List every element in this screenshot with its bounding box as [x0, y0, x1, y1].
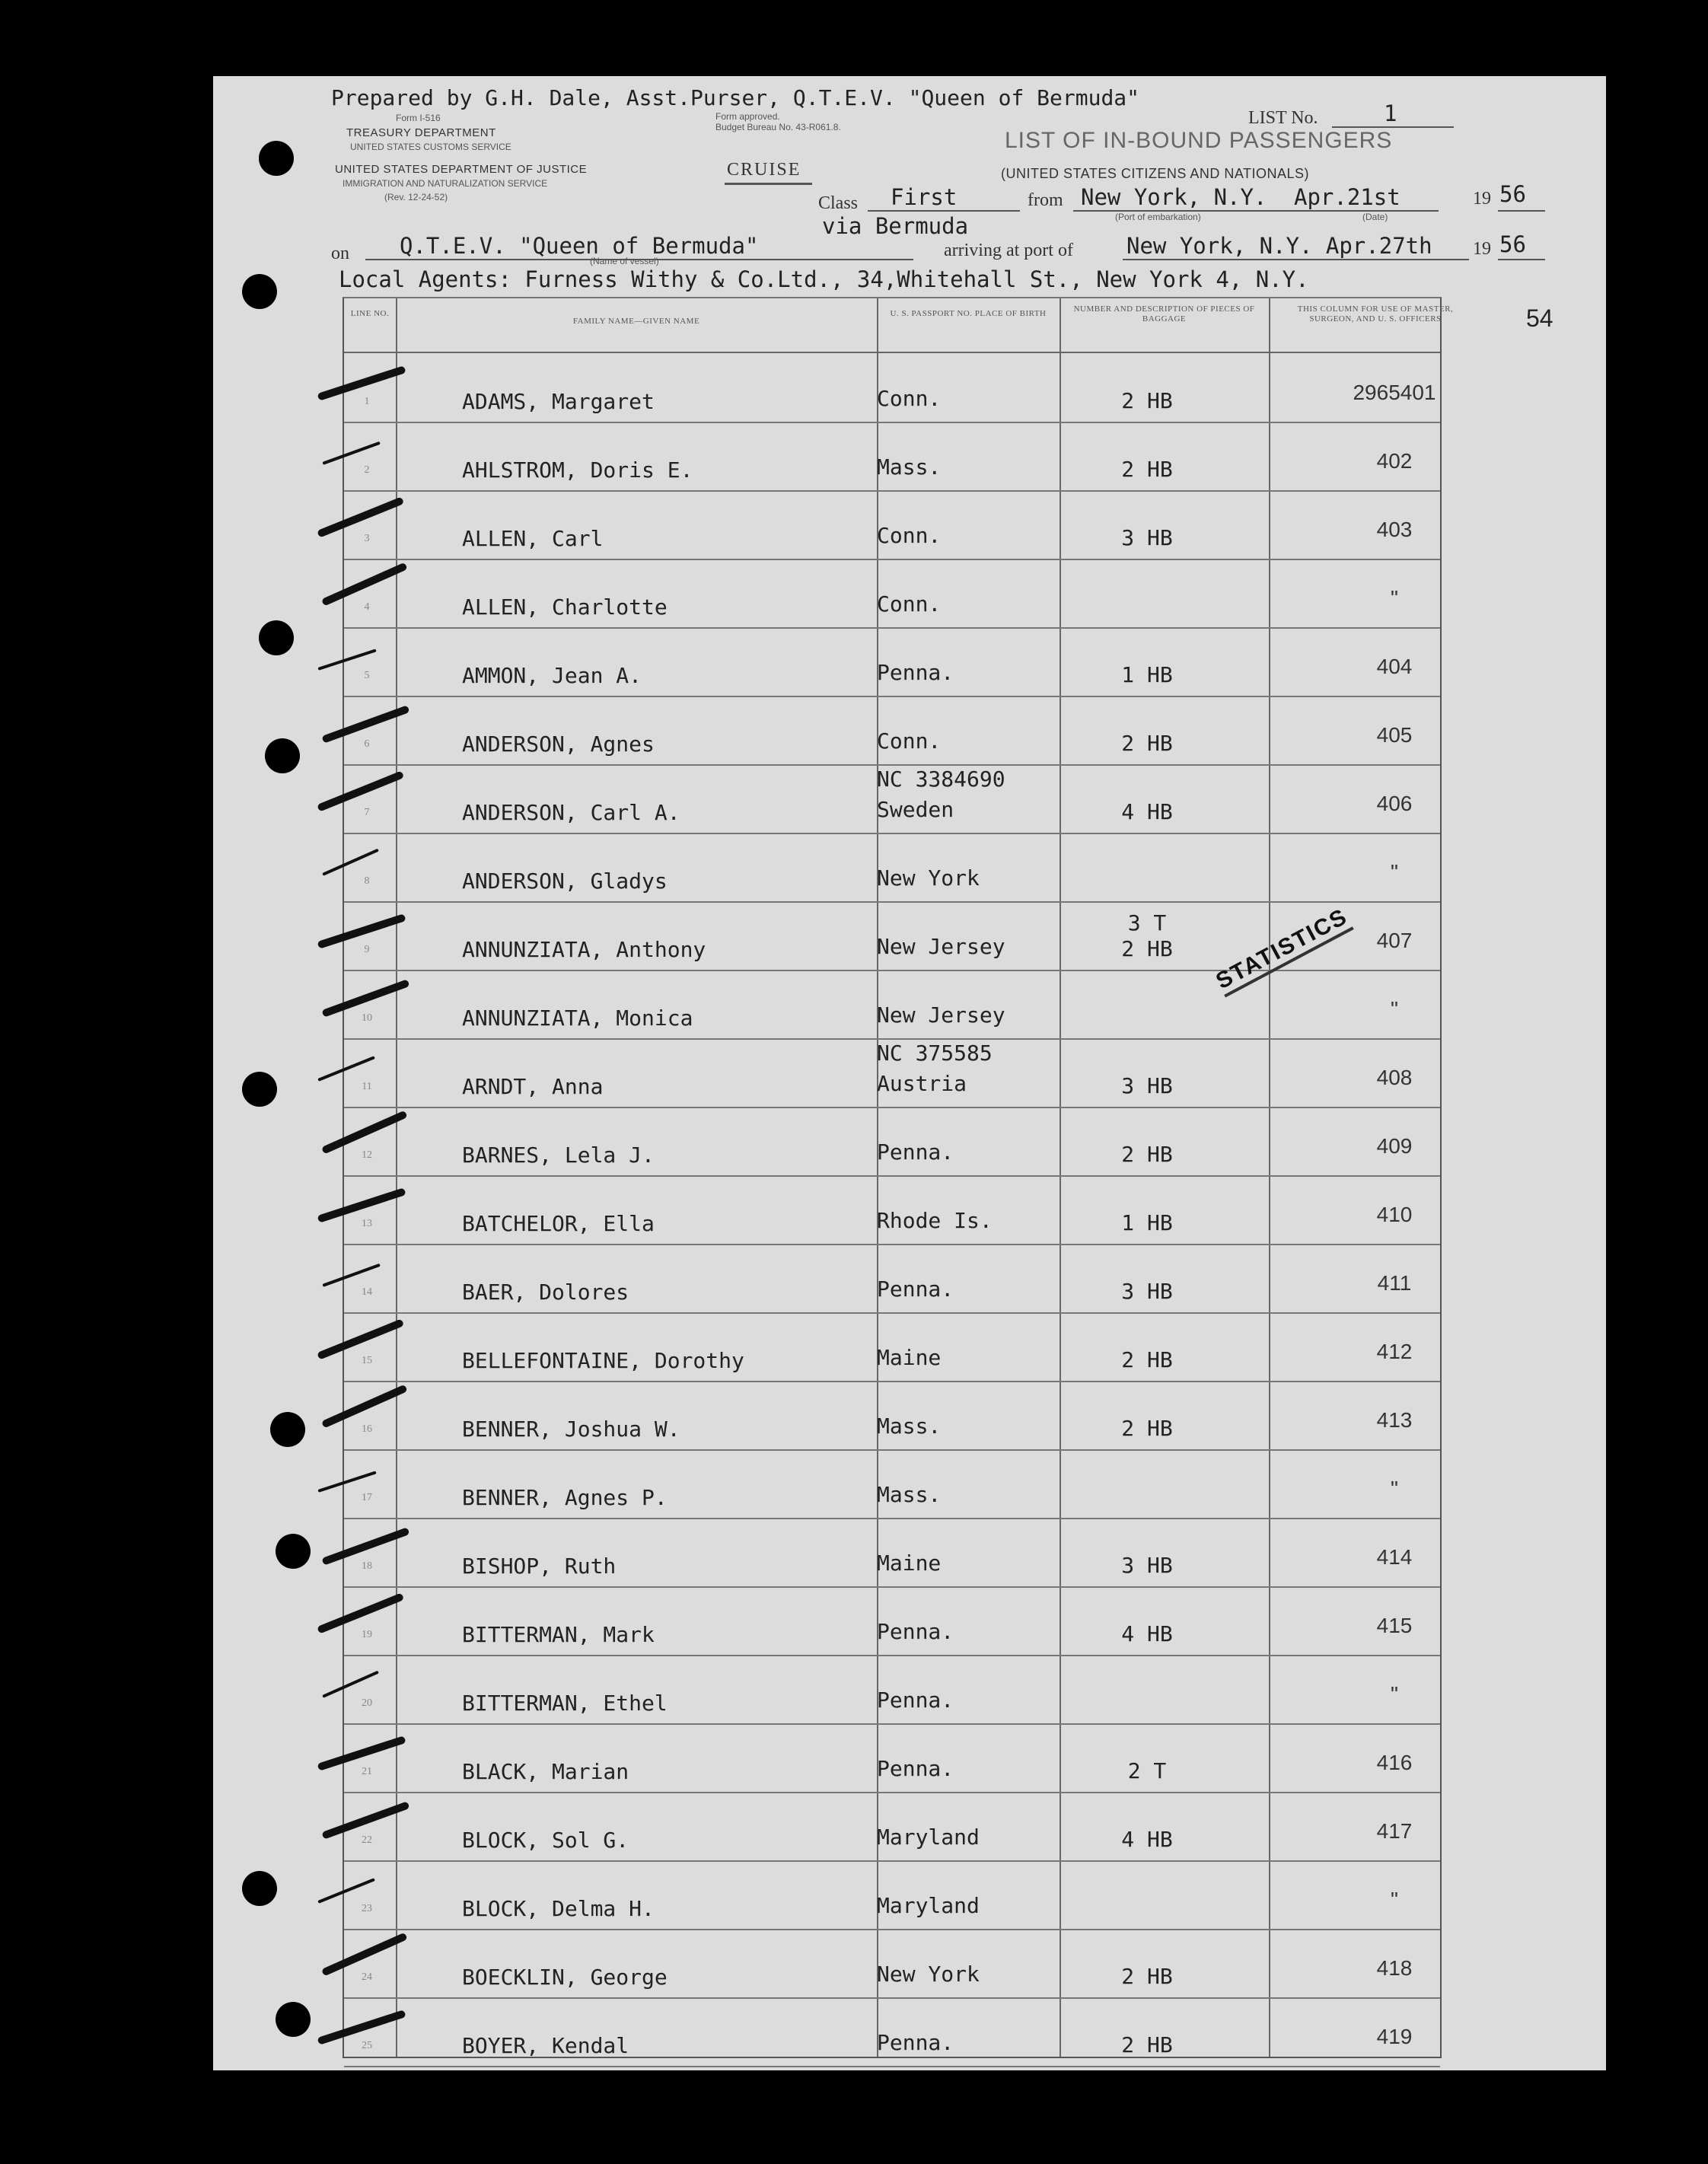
officer-number: " [1391, 1888, 1398, 1911]
officer-number: " [1391, 997, 1398, 1021]
vessel-caption: (Name of vessel) [590, 256, 659, 266]
passenger-name: BLOCK, Sol G. [462, 1828, 629, 1853]
officer-number: 404 [1376, 655, 1413, 678]
baggage [1060, 731, 1235, 757]
line-number: 10 [362, 1012, 372, 1024]
line-number: 2 [364, 464, 370, 476]
passport-and-birthplace [877, 1548, 941, 1579]
table-row [344, 490, 1440, 560]
baggage-count: 1 HB [1121, 662, 1173, 687]
budget-bureau: Budget Bureau No. 43-R061.8. [715, 122, 841, 132]
line-number: 16 [362, 1423, 372, 1435]
passenger-name: ALLEN, Carl [462, 526, 604, 551]
baggage [1060, 1073, 1235, 1099]
place-of-birth: Conn. [877, 386, 942, 411]
passport-and-birthplace [877, 1480, 941, 1510]
line-number: 23 [362, 1903, 372, 1914]
officer-number: 412 [1376, 1340, 1413, 1363]
place-of-birth: Maine [877, 1550, 942, 1576]
on-label: on [331, 244, 349, 263]
line-number: 9 [364, 944, 370, 955]
customs-service: UNITED STATES CUSTOMS SERVICE [350, 142, 511, 152]
passport-and-birthplace [877, 726, 941, 757]
place-of-birth: Maryland [877, 1825, 980, 1850]
vessel-name: Q.T.E.V. "Queen of Bermuda" [400, 233, 759, 259]
date-caption: (Date) [1362, 212, 1388, 222]
passenger-name: ANNUNZIATA, Anthony [462, 937, 706, 962]
baggage-count: 2 HB [1121, 457, 1173, 482]
departure-date: Apr.21st [1294, 184, 1400, 210]
passenger-name: ALLEN, Charlotte [462, 594, 668, 620]
page-number: 54 [1526, 304, 1553, 332]
passport-and-birthplace [877, 1617, 954, 1647]
punch-hole [270, 1412, 305, 1447]
place-of-birth: Conn. [877, 591, 942, 617]
passenger-name: AHLSTROM, Doris E. [462, 457, 693, 483]
baggage [1060, 1553, 1235, 1579]
officer-number: " [1391, 1682, 1398, 1706]
baggage-count: 3 HB [1121, 1553, 1173, 1578]
place-of-birth: Mass. [877, 1413, 942, 1439]
baggage-count: 3 HB [1121, 1279, 1173, 1304]
via-port: via Bermuda [822, 213, 969, 239]
punch-hole [242, 1871, 277, 1906]
place-of-birth: New Jersey [877, 1002, 1005, 1028]
col-line-no: LINE NO. [350, 309, 390, 318]
officer-number: 416 [1376, 1751, 1413, 1774]
place-of-birth: New York [877, 865, 980, 891]
officer-number: 407 [1376, 929, 1413, 952]
line-number: 25 [362, 2040, 372, 2051]
passenger-name: ANDERSON, Carl A. [462, 800, 680, 825]
place-of-birth: Penna. [877, 1756, 954, 1781]
passport-and-birthplace [877, 452, 941, 483]
list-title: LIST OF IN-BOUND PASSENGERS [1005, 128, 1393, 153]
line-number: 12 [362, 1149, 372, 1161]
line-number: 18 [362, 1560, 372, 1572]
table-row [344, 627, 1440, 697]
baggage [1060, 1279, 1235, 1305]
baggage-count: 1 HB [1121, 1210, 1173, 1235]
baggage-count: 2 HB [1121, 2032, 1173, 2057]
passenger-name: BITTERMAN, Ethel [462, 1691, 668, 1716]
passport-and-birthplace [877, 1343, 941, 1373]
table-row [344, 1038, 1440, 1108]
table-header [344, 298, 1454, 353]
passenger-table [343, 297, 1454, 2058]
line-number: 24 [362, 1971, 372, 1983]
class-value: First [891, 184, 958, 210]
baggage-count: 2 HB [1121, 1142, 1173, 1167]
col-officers: THIS COLUMN FOR USE OF MASTER, SURGEON, AND U. S. OFFICERS [1297, 304, 1454, 323]
arrival-year: 56 [1499, 231, 1526, 257]
baggage-count: 2 HB [1121, 1347, 1173, 1372]
baggage [1060, 1827, 1235, 1853]
baggage-count: 4 HB [1121, 799, 1173, 824]
passport-and-birthplace [877, 1038, 993, 1099]
place-of-birth: Sweden [877, 797, 954, 822]
table-row [344, 833, 1440, 903]
passenger-name: ARNDT, Anna [462, 1074, 604, 1099]
year-prefix: 19 [1473, 189, 1491, 209]
place-of-birth: Penna. [877, 1688, 954, 1713]
table-row [344, 1244, 1440, 1314]
baggage-count: 2 HB [1121, 388, 1173, 413]
officer-number: 409 [1376, 1134, 1413, 1158]
table-row [344, 1792, 1440, 1862]
line-number: 8 [364, 875, 370, 887]
baggage [1060, 2032, 1235, 2058]
treasury-department: TREASURY DEPARTMENT [346, 126, 496, 139]
officer-number: " [1391, 586, 1398, 610]
passenger-name: BLACK, Marian [462, 1759, 629, 1784]
baggage-count: 3 HB [1121, 525, 1173, 550]
table-row [344, 1518, 1440, 1588]
arrival-year-prefix: 19 [1473, 239, 1491, 259]
cruise-stamp: CRUISE [727, 160, 801, 180]
place-of-birth: Penna. [877, 1619, 954, 1644]
officer-number: 402 [1376, 449, 1413, 473]
table-row [344, 1860, 1440, 1930]
officer-number: 408 [1376, 1066, 1413, 1089]
line-number: 13 [362, 1218, 372, 1229]
passport-and-birthplace [877, 1206, 993, 1236]
place-of-birth: New Jersey [877, 934, 1005, 959]
line-number: 21 [362, 1766, 372, 1777]
baggage-count: 4 HB [1121, 1827, 1173, 1852]
baggage-trunks: 3 T [1127, 910, 1167, 935]
place-of-birth: Penna. [877, 2030, 954, 2055]
officer-number: 403 [1376, 518, 1413, 541]
table-row [344, 1107, 1440, 1177]
prepared-by-line: Prepared by G.H. Dale, Asst.Purser, Q.T.E.V. "Queen of Bermuda" [331, 85, 1140, 110]
statistics-stamp: STATISTICS [1212, 904, 1353, 997]
table-row [344, 1929, 1440, 1999]
officer-number: " [1391, 860, 1398, 884]
line-number: 6 [364, 738, 370, 750]
line-number: 1 [364, 396, 370, 407]
baggage-count: 2 HB [1121, 936, 1173, 961]
passport-and-birthplace [877, 1274, 954, 1305]
officer-number: 418 [1376, 1956, 1413, 1980]
place-of-birth: Rhode Is. [877, 1208, 993, 1233]
officer-number: 415 [1376, 1614, 1413, 1637]
col-passport: U. S. PASSPORT NO. PLACE OF BIRTH [890, 309, 1047, 318]
passenger-name: BARNES, Lela J. [462, 1143, 655, 1168]
officer-number: " [1391, 1477, 1398, 1500]
line-number: 3 [364, 533, 370, 544]
passport-and-birthplace [877, 863, 980, 894]
baggage [1060, 662, 1235, 688]
passport-and-birthplace [877, 1959, 980, 1990]
punch-hole [242, 274, 277, 309]
col-baggage: NUMBER AND DESCRIPTION OF PIECES OF BAGGAGE [1073, 304, 1255, 323]
passenger-name: ANDERSON, Agnes [462, 731, 655, 757]
punch-hole [259, 141, 294, 176]
baggage [1060, 1210, 1235, 1236]
passenger-name: AMMON, Jean A. [462, 663, 642, 688]
table-row [344, 559, 1440, 629]
passenger-name: BATCHELOR, Ella [462, 1211, 655, 1236]
passenger-name: BOYER, Kendal [462, 2033, 629, 2058]
passport-and-birthplace [877, 1891, 980, 1921]
officer-number: 411 [1377, 1271, 1412, 1295]
line-number: 7 [364, 807, 370, 818]
baggage [1060, 910, 1235, 962]
place-of-birth: Mass. [877, 454, 942, 480]
departure-year: 56 [1499, 181, 1526, 207]
officer-number: 414 [1376, 1545, 1413, 1569]
baggage-count: 2 T [1127, 1758, 1167, 1783]
passport-and-birthplace [877, 1411, 941, 1442]
passenger-name: BOECKLIN, George [462, 1965, 668, 1990]
baggage [1060, 457, 1235, 483]
baggage [1060, 1416, 1235, 1442]
passenger-name: ANNUNZIATA, Monica [462, 1006, 693, 1031]
immigration-service: IMMIGRATION AND NATURALIZATION SERVICE [343, 178, 548, 189]
line-number: 4 [364, 601, 370, 613]
line-number: 17 [362, 1492, 372, 1503]
passenger-name: BITTERMAN, Mark [462, 1622, 655, 1647]
baggage [1060, 1621, 1235, 1647]
passenger-name: BAER, Dolores [462, 1280, 629, 1305]
line-number: 5 [364, 670, 370, 681]
passenger-name: BISHOP, Ruth [462, 1554, 617, 1579]
baggage [1060, 1964, 1235, 1990]
passenger-name: ANDERSON, Gladys [462, 868, 668, 894]
passport-and-birthplace [877, 1754, 954, 1784]
table-row [344, 1997, 1440, 2067]
baggage-count: 4 HB [1121, 1621, 1173, 1646]
table-row [344, 1449, 1440, 1519]
table-row [344, 764, 1440, 834]
punch-hole [276, 1534, 311, 1569]
form-revision: (Rev. 12-24-52) [384, 192, 448, 202]
line-number: 15 [362, 1355, 372, 1366]
passenger-name: BENNER, Joshua W. [462, 1417, 680, 1442]
table-row [344, 970, 1440, 1040]
arrival-port: New York, N.Y. Apr.27th [1126, 233, 1432, 259]
officer-number: 405 [1376, 723, 1413, 747]
baggage [1060, 799, 1235, 825]
baggage [1060, 1347, 1235, 1373]
place-of-birth: Austria [877, 1071, 967, 1096]
table-row [344, 422, 1440, 492]
table-row [344, 353, 1440, 423]
officer-number: 406 [1376, 792, 1413, 815]
list-subtitle: (UNITED STATES CITIZENS AND NATIONALS) [1001, 166, 1310, 181]
baggage-count: 2 HB [1121, 731, 1173, 756]
place-of-birth: Penna. [877, 1139, 954, 1165]
form-number: Form I-516 [396, 113, 441, 123]
table-row [344, 1586, 1440, 1656]
col-name: FAMILY NAME—GIVEN NAME [572, 317, 700, 326]
passport-and-birthplace [877, 764, 1005, 825]
passport-and-birthplace [877, 1685, 954, 1716]
table-row [344, 1381, 1440, 1451]
place-of-birth: Maryland [877, 1893, 980, 1918]
line-number: 19 [362, 1629, 372, 1640]
local-agents: Local Agents: Furness Withy & Co.Ltd., 34,Whitehall St., New York 4, N.Y. [339, 266, 1309, 292]
arriving-label: arriving at port of [944, 241, 1073, 260]
passenger-name: ADAMS, Margaret [462, 389, 655, 414]
officer-number: 413 [1376, 1408, 1413, 1432]
list-no-label: LIST No. [1248, 108, 1318, 128]
punch-hole [276, 2002, 311, 2037]
baggage [1060, 388, 1235, 414]
punch-hole [242, 1072, 277, 1107]
table-row [344, 1723, 1440, 1793]
baggage [1060, 525, 1235, 551]
passport-and-birthplace [877, 932, 1005, 962]
list-no-value: 1 [1384, 100, 1397, 126]
passport-and-birthplace [877, 1822, 980, 1853]
place-of-birth: Maine [877, 1345, 942, 1370]
passport-number: NC 3384690 [877, 766, 1005, 792]
from-label: from [1028, 190, 1063, 210]
document-page [213, 76, 1606, 2070]
passport-and-birthplace [877, 384, 941, 414]
line-number: 22 [362, 1834, 372, 1846]
baggage-count: 2 HB [1121, 1964, 1173, 1989]
baggage [1060, 1142, 1235, 1168]
table-row [344, 1175, 1440, 1245]
line-number: 14 [362, 1286, 372, 1298]
passport-and-birthplace [877, 521, 941, 551]
baggage-count: 3 HB [1121, 1073, 1173, 1098]
officer-number: 417 [1376, 1819, 1413, 1843]
passport-and-birthplace [877, 658, 954, 688]
passport-and-birthplace [877, 1137, 954, 1168]
passport-and-birthplace [877, 1000, 1005, 1031]
place-of-birth: New York [877, 1962, 980, 1987]
place-of-birth: Conn. [877, 728, 942, 754]
line-number: 20 [362, 1697, 372, 1709]
justice-department: UNITED STATES DEPARTMENT OF JUSTICE [335, 163, 588, 176]
place-of-birth: Mass. [877, 1482, 942, 1507]
line-number: 11 [362, 1081, 372, 1092]
passenger-name: BENNER, Agnes P. [462, 1485, 668, 1510]
table-row [344, 1312, 1440, 1382]
officer-number: 410 [1376, 1203, 1413, 1226]
baggage-count: 2 HB [1121, 1416, 1173, 1441]
punch-hole [265, 738, 300, 773]
table-row [344, 696, 1440, 766]
passport-and-birthplace [877, 589, 941, 620]
from-port: New York, N.Y. [1081, 184, 1267, 210]
form-approved: Form approved. [715, 111, 780, 122]
passenger-name: BELLEFONTAINE, Dorothy [462, 1348, 744, 1373]
passenger-name: BLOCK, Delma H. [462, 1896, 655, 1921]
place-of-birth: Conn. [877, 523, 942, 548]
punch-hole [259, 620, 294, 655]
class-label: Class [818, 193, 859, 213]
officer-number: 419 [1376, 2025, 1413, 2048]
port-caption: (Port of embarkation) [1115, 212, 1201, 222]
baggage [1060, 1758, 1235, 1784]
place-of-birth: Penna. [877, 1276, 954, 1302]
place-of-birth: Penna. [877, 660, 954, 685]
passport-number: NC 375585 [877, 1041, 993, 1066]
table-row [344, 1655, 1440, 1725]
officer-number: 2965401 [1353, 381, 1436, 404]
passport-and-birthplace [877, 2028, 954, 2058]
